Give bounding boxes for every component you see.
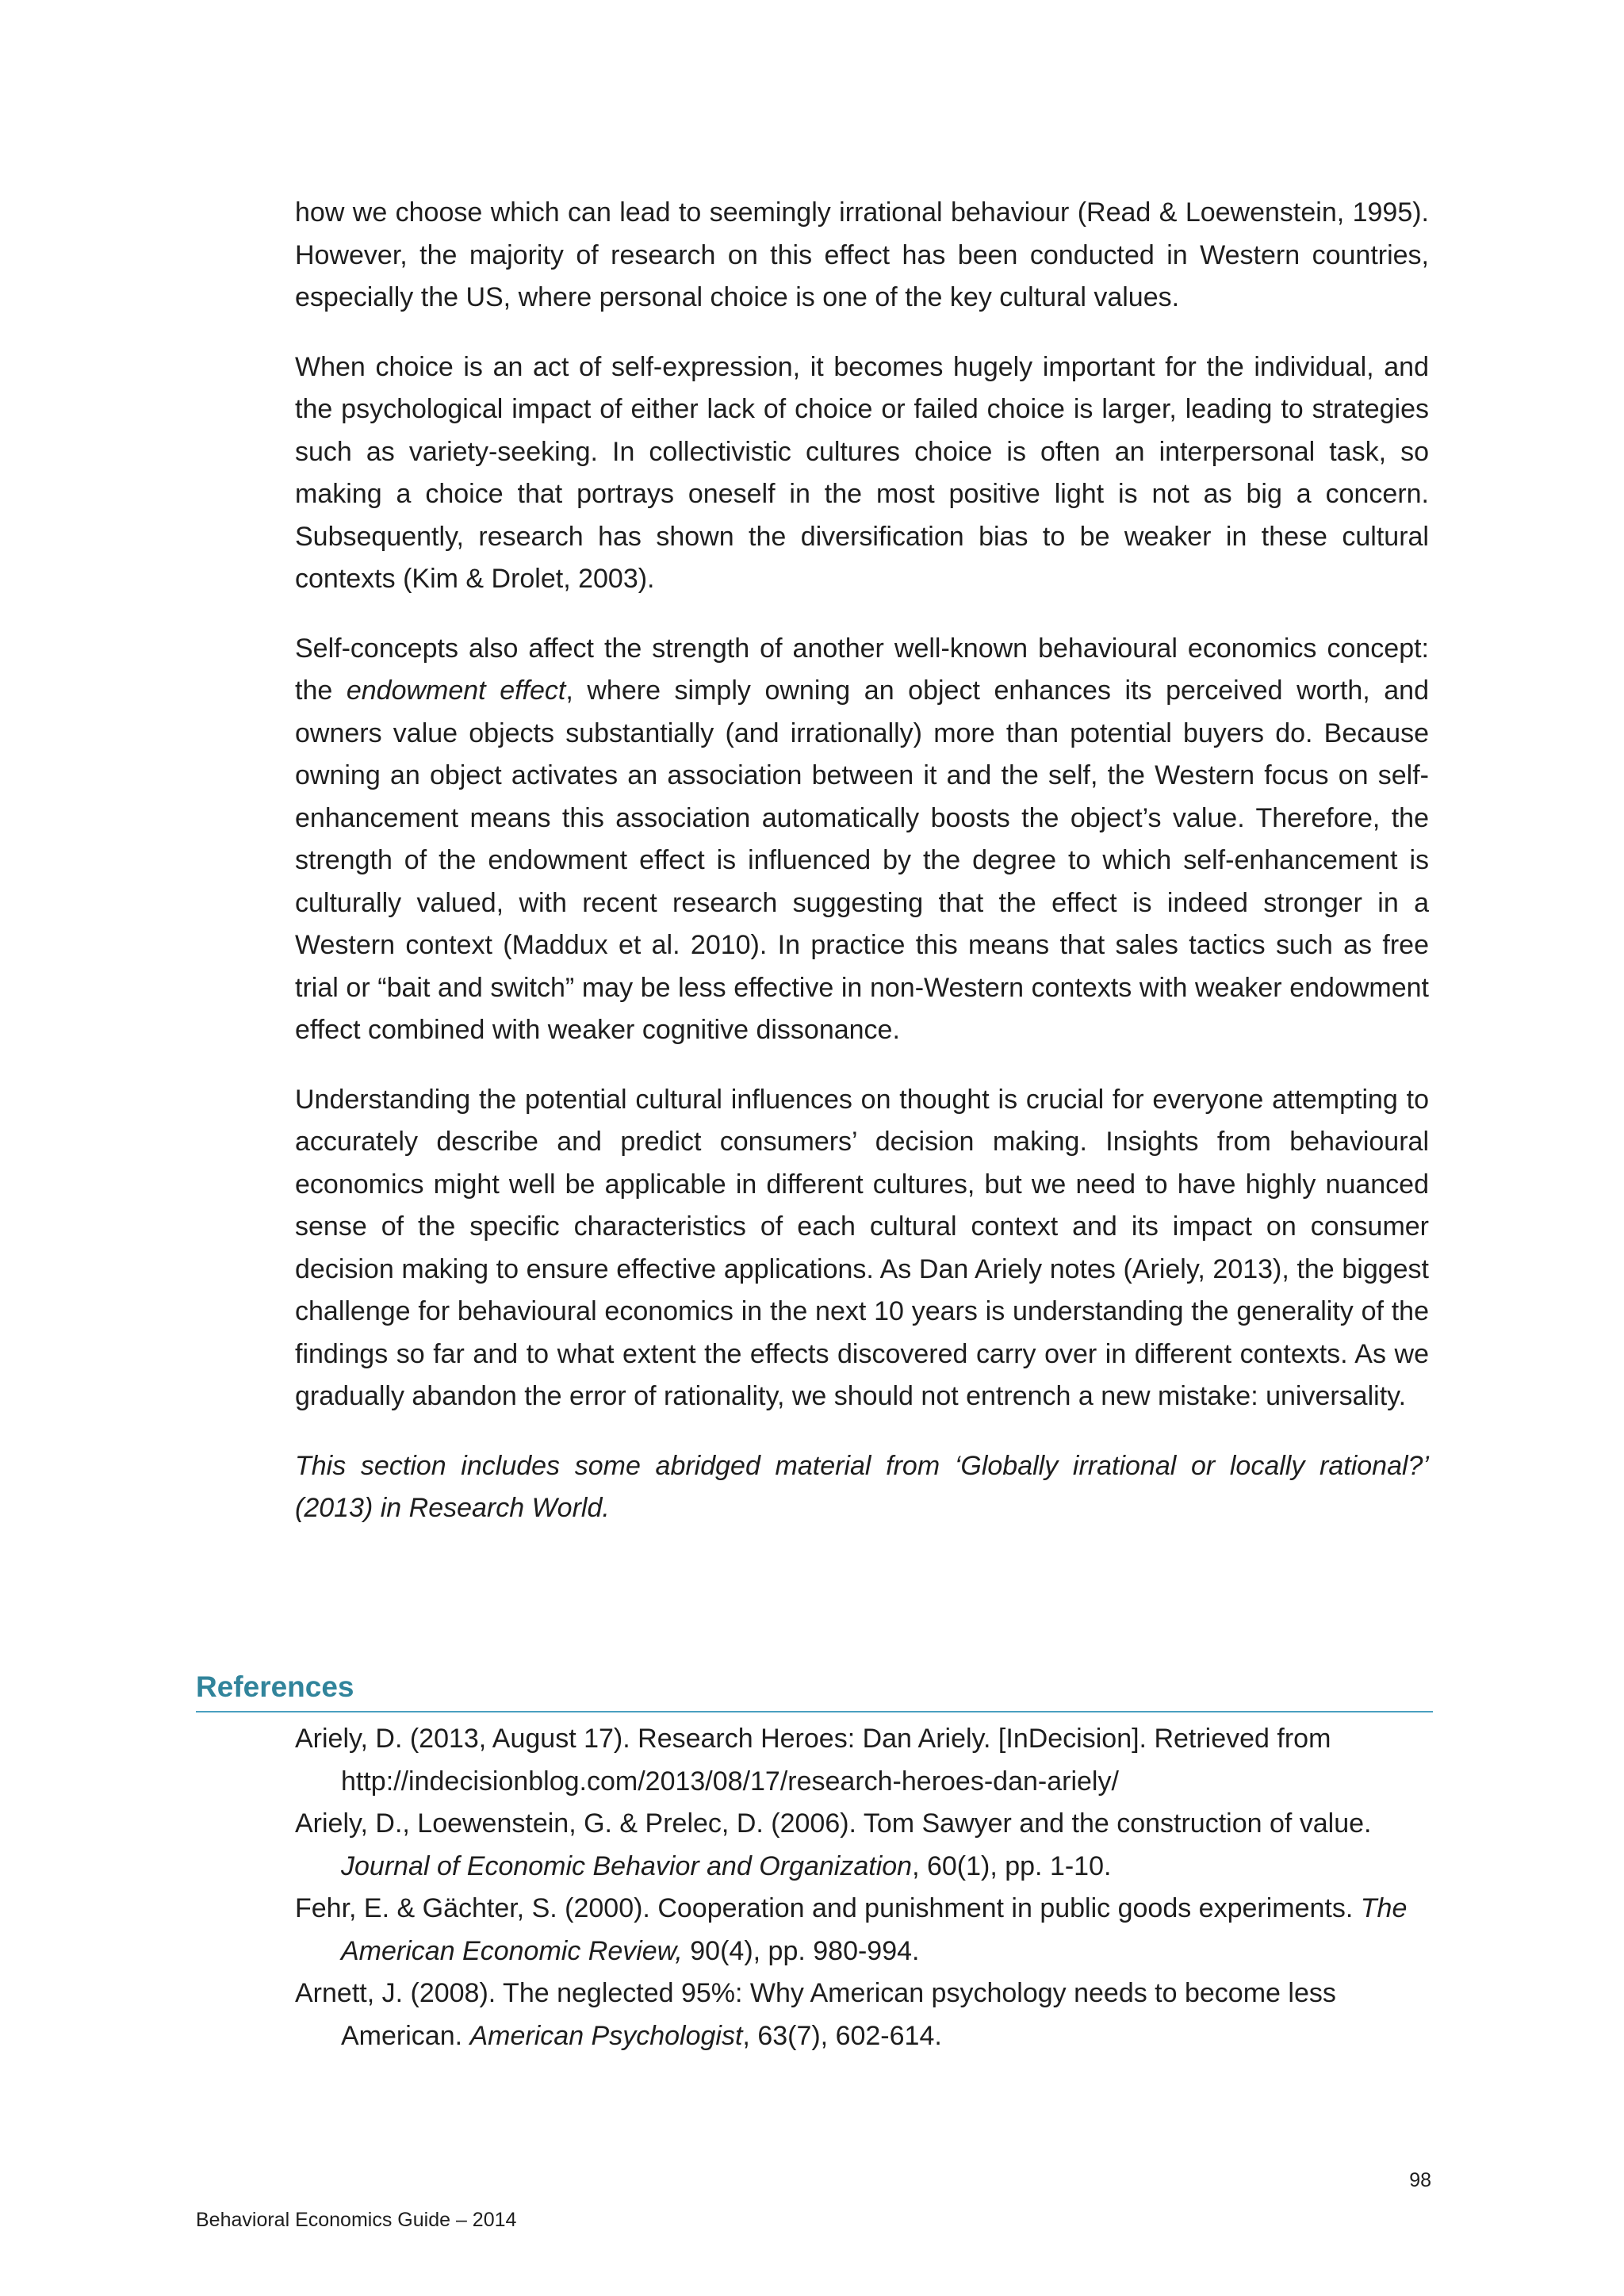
reference-item	[295, 1973, 1437, 2057]
endowment-text-before: Self-concepts also affect the strength of another well-known behavioural economics concept: the	[295, 633, 1429, 706]
reference-text: Arnett, J. (2008). The neglected 95%: Why American psychology needs to become less American.	[295, 1978, 1336, 2051]
paragraph-cultural-influences: Understanding the potential cultural influences on thought is crucial for everyone attempting to accurately describe and predict consumers’ decision making. Insights from behavioural economics might well be applicable in different cultures, but we need to have highly nuanced sense of the specific characteristics of each cultural context and its impact on consumer decision making to ensure effective applications. As Dan Ariely notes (Ariely, 2013), the biggest challenge for behavioural economics in the next 10 years is understanding the generality of the findings so far and to what extent the effects discovered carry over in different contexts. As we gradually abandon the error of rationality, we should not entrench a new mistake: universality.	[295, 1084, 1429, 1411]
endowment-effect-emphasis: endowment effect	[346, 675, 566, 706]
reference-item	[295, 1718, 1437, 1803]
reference-journal: Journal of Economic Behavior and Organization	[341, 1850, 913, 1881]
footer-title: Behavioral Economics Guide – 2014	[196, 2209, 517, 2231]
reference-text: Ariely, D., Loewenstein, G. & Prelec, D. (2006). Tom Sawyer and the construction of value.	[295, 1808, 1372, 1839]
reference-details: , 60(1), pp. 1-10.	[912, 1850, 1112, 1881]
paragraph-choice-cultural-values: how we choose which can lead to seemingly irrational behaviour (Read & Loewenstein, 1995). However, the majority of research on this effect has been conducted in Western countries, especially the US, where personal choice is one of the key cultural values.	[295, 197, 1429, 312]
main-body-text	[295, 192, 1429, 1557]
reference-item	[295, 1803, 1437, 1888]
reference-journal: American Psychologist	[469, 2020, 743, 2051]
reference-text: Fehr, E. & Gächter, S. (2000). Cooperation and punishment in public goods experiments.	[295, 1893, 1361, 1923]
paragraph-endowment-effect	[295, 628, 1429, 1052]
references-heading: References	[196, 1665, 1433, 1712]
paragraph-self-expression: When choice is an act of self-expression, it becomes hugely important for the individual, and the psychological impact of either lack of choice or failed choice is larger, leading to strategies such as variety-seeking. In collectivistic cultures choice is often an interpersonal task, so making a choice that portrays oneself in the most positive light is not as big a concern. Subsequently, research has shown the diversification bias to be weaker in these cultural contexts (Kim & Drolet, 2003).	[295, 351, 1429, 594]
paragraph-source-note: This section includes some abridged material from ‘Globally irrational or locally rational?’ (2013) in Research World.	[295, 1450, 1429, 1523]
page-number: 98	[1409, 2169, 1431, 2191]
reference-text: Ariely, D. (2013, August 17). Research Heroes: Dan Ariely. [InDecision]. Retrieved from http://indecisionblog.com/2013/08/17/research-heroes-dan-ariely/	[295, 1724, 1331, 1797]
reference-journal: The American Economic Review,	[341, 1893, 1408, 1966]
reference-details: 90(4), pp. 980-994.	[682, 1935, 920, 1966]
reference-details: , 63(7), 602-614.	[742, 2020, 942, 2051]
reference-item	[295, 1888, 1437, 1973]
endowment-text-after: , where simply owning an object enhances its perceived worth, and owners value objects substantially (and irrationally) more than potential buyers do. Because owning an object activates an association between it and the self, the Western focus on self-enhancement means this association automatically boosts the object’s value. Therefore, the strength of the endowment effect is influenced by the degree to which self-enhancement is culturally valued, with recent research suggesting that the effect is indeed stronger in a Western context (Maddux et al. 2010). In practice this means that sales tactics such as free trial or “bait and switch” may be less effective in non-Western contexts with weaker endowment effect combined with weaker cognitive dissonance.	[295, 675, 1429, 1045]
references-list	[295, 1718, 1437, 2057]
